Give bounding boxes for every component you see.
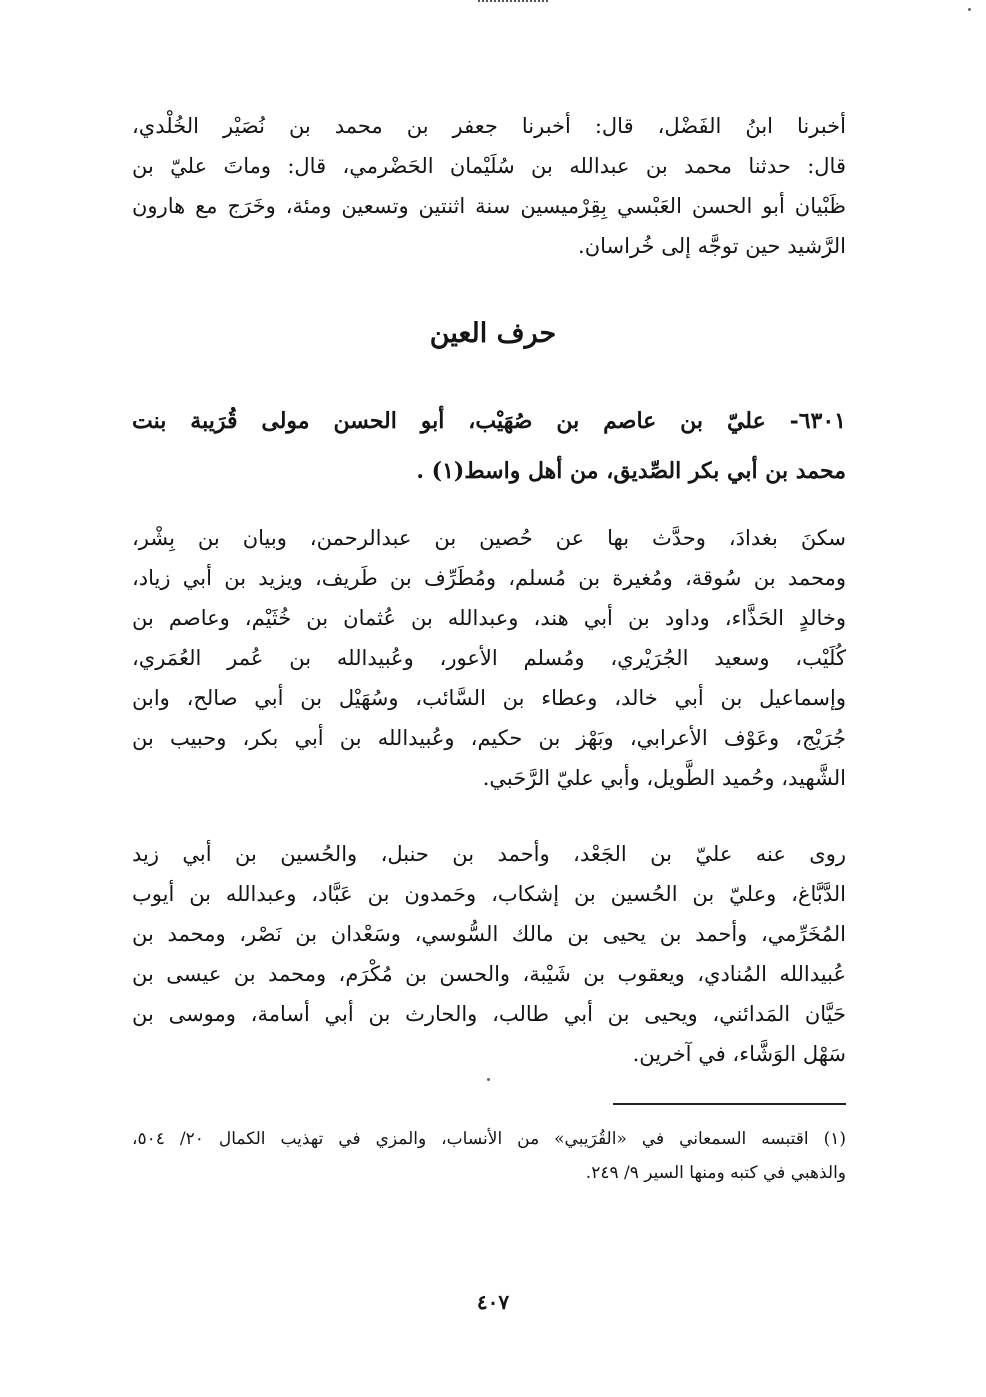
text-line: ومحمد بن سُوقة، ومُغيرة بن مُسلم، ومُطَرِّف بن طَريف، ويزيد بن أبي زياد،	[132, 566, 846, 590]
text-line: الدَّبَّاغ، وعليّ بن الحُسين بن إشكاب، وحَمدون بن عَبَّاد، وعبدالله بن أيوب	[132, 882, 846, 906]
text-line: عُبيدالله المُنادي، ويعقوب بن شَيْبة، والحسن بن مُكْرَم، ومحمد بن عيسى بن	[132, 962, 846, 986]
teachers-paragraph	[132, 518, 846, 798]
footnotes	[132, 1122, 846, 1190]
text-line: قال: حدثنا محمد بن عبدالله بن سُلَيْمان الحَضْرمي، قال: وماتَ عليّ بن	[132, 154, 846, 178]
text-line: الشَّهيد، وحُميد الطَّويل، وأبي عليّ الرَّحَبي.	[482, 766, 846, 790]
text-line: المُخَرِّمي، وأحمد بن يحيى بن مالك السُّوسي، وسَعْدان بن نَصْر، ومحمد بن	[132, 922, 846, 946]
text-line: أخبرنا ابنُ الفَضْل، قال: أخبرنا جعفر بن محمد بن نُصَيْر الخُلْدي،	[132, 114, 846, 138]
footnote-line: (١) اقتبسه السمعاني في «القُرَيبي» من الأنساب، والمزي في تهذيب الكمال ٢٠/ ٥٠٤،	[132, 1129, 846, 1149]
footnote-line: والذهبي في كتبه ومنها السير ٩/ ٢٤٩.	[585, 1163, 846, 1183]
text-line: حَيَّان المَدائني، ويحيى بن أبي طالب، والحارث بن أبي أسامة، وموسى بن	[132, 1002, 846, 1026]
text-line: وخالدٍ الحَذَّاء، وداود بن أبي هند، وعبدالله بن عُثمان بن خُثَيْم، وعاصم بن	[132, 606, 846, 630]
scan-speck	[968, 8, 971, 11]
students-paragraph	[132, 834, 846, 1074]
cropped-header-fragment	[478, 0, 548, 8]
intro-paragraph	[132, 106, 846, 266]
text-line: كُلَيْب، وسعيد الجُرَيْري، ومُسلم الأعور، وعُبيدالله بن عُمر العُمَري،	[132, 646, 846, 670]
text-line: ظَبْيان أبو الحسن العَبْسي بِقِرْميسين سنة اثنتين وتسعين ومئة، وخَرَج مع هارون	[132, 194, 846, 218]
scan-speck	[487, 1078, 490, 1081]
entry-heading-line: ٦٣٠١- عليّ بن عاصم بن صُهَيْب، أبو الحسن مولى قُرَيبة بنت	[132, 408, 846, 434]
text-line: الرَّشيد حين توجَّه إلى خُراسان.	[578, 234, 846, 258]
text-line: سكنَ بغدادَ، وحدَّث بها عن حُصين بن عبدالرحمن، وبيان بن بِشْر،	[132, 526, 846, 550]
text-line: سَهْل الوَشَّاء، في آخرين.	[632, 1042, 846, 1066]
footnote-divider	[613, 1103, 846, 1105]
section-title: حرف العين	[429, 318, 557, 349]
entry-heading-line: محمد بن أبي بكر الصِّديق، من أهل واسط(١) .	[416, 458, 846, 484]
page-number: ٤٠٧	[476, 1290, 510, 1314]
entry-heading	[132, 396, 846, 496]
text-line: وإسماعيل بن أبي خالد، وعطاء بن السَّائب، وسُهَيْل بن أبي صالح، وابن	[132, 686, 846, 710]
text-line: جُرَيْج، وعَوْف الأعرابي، وبَهْز بن حكيم، وعُبيدالله بن أبي بكر، وحبيب بن	[132, 726, 846, 750]
text-line: روى عنه عليّ بن الجَعْد، وأحمد بن حنبل، والحُسين بن أبي زيد	[132, 842, 846, 866]
